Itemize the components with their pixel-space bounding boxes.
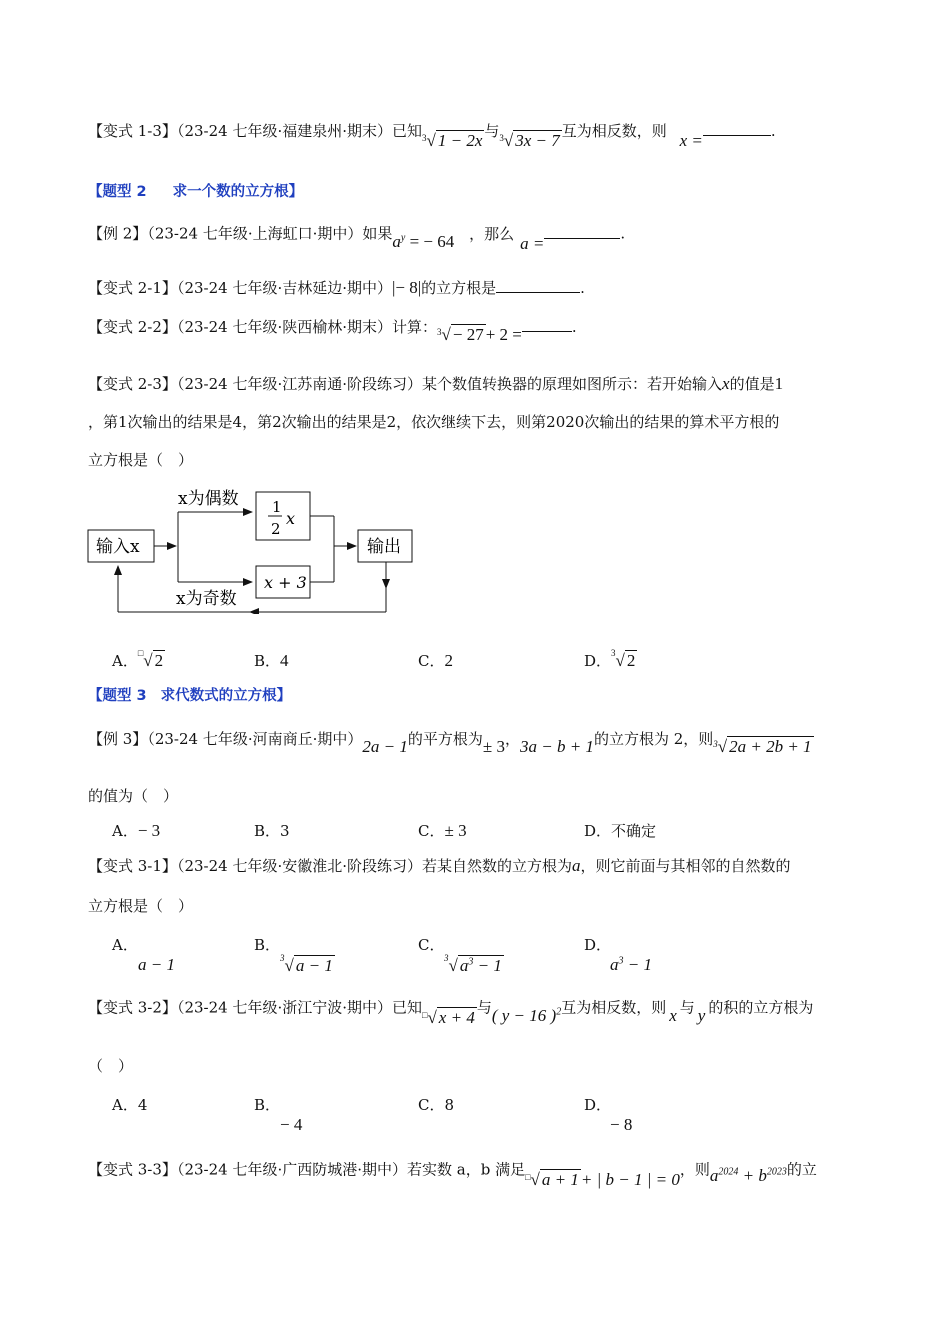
cube-root: $^3$√ 1 − 2x <box>422 131 483 150</box>
answer-blank[interactable] <box>544 224 620 239</box>
question-line: 立方根是（ ） <box>88 897 194 915</box>
output-label: 输出 <box>367 537 401 557</box>
option-d[interactable]: D． − 8 <box>584 1096 633 1134</box>
svg-text:x + 3: x + 3 <box>264 573 307 592</box>
option-c[interactable]: C．2 <box>418 651 453 670</box>
option-b[interactable]: B． $^3$√ a − 1 <box>254 936 333 975</box>
answer-blank[interactable] <box>522 317 572 332</box>
option-b[interactable]: B． − 4 <box>254 1096 303 1134</box>
question-variant-2-3: 【变式 2-3】（23-24 七年级·江苏南通·阶段练习）某个数值转换器的原理如图所示：若开始输入x的值是1 <box>88 374 784 393</box>
source: （23-24 七年级·福建泉州·期末） <box>176 122 392 140</box>
option-a[interactable]: A． a − 1 <box>112 936 175 974</box>
text: 与 <box>484 122 500 140</box>
section-title-3: 【题型 3 求代数式的立方根】 <box>88 688 292 704</box>
option-c[interactable]: C． $^3$√ $a^3 - 1$ <box>418 936 502 975</box>
option-c[interactable]: C．8 <box>418 1096 455 1114</box>
svg-text:2: 2 <box>271 520 281 538</box>
option-a[interactable]: A．− 3 <box>112 821 161 840</box>
input-label: 输入x <box>96 537 140 557</box>
tag: 【变式 1-3】 <box>88 122 177 140</box>
section-title-2: 【题型 2 求一个数的立方根】 <box>88 184 304 200</box>
option-a[interactable]: A．4 <box>112 1096 148 1114</box>
question-variant-2-2: 【变式 2-2】（23-24 七年级·陕西榆林·期末）计算：$^3$√ − 27 + 2 = . <box>88 318 577 344</box>
option-c[interactable]: C．± 3 <box>418 821 467 840</box>
option-d[interactable]: D．$^3$√ 2 <box>584 648 636 670</box>
svg-text:1: 1 <box>272 498 282 516</box>
answer-blank[interactable] <box>703 121 771 136</box>
question-variant-3-3: 【变式 3-3】（23-24 七年级·广西防城港·期中）若实数 a，b 满足□√ a + 1 + | b − 1 | = 0，则$a^{2024} + b^{2023}$的立 <box>88 1160 817 1189</box>
option-b[interactable]: B．4 <box>254 651 289 670</box>
text: 已知 <box>392 122 423 140</box>
text: 互为相反数，则 <box>561 122 667 140</box>
example-3: 【例 3】（23-24 七年级·河南商丘·期中）2a − 1的平方根为± 3，3a − b + 1的立方根为 2，则$^3$√ 2a + 2b + 1 <box>88 730 812 756</box>
odd-label: x为奇数 <box>176 589 237 609</box>
half-box <box>256 492 310 540</box>
example-2: 【例 2】（23-24 七年级·上海虹口·期中）如果$a^y$ = − 64 ，那么 a = . <box>88 224 626 253</box>
question-line: （ ） <box>88 1057 134 1075</box>
option-b[interactable]: B．3 <box>254 822 290 840</box>
question-line: 立方根是（ ） <box>88 451 194 469</box>
cube-root: $^3$√ 3x − 7 <box>499 131 560 150</box>
question-line: ，第1次输出的结果是4，第2次输出的结果是2，依次继续下去，则第2020次输出的结果的算术平方根的 <box>88 413 780 431</box>
option-d[interactable]: D． $a^3 - 1$ <box>584 936 652 974</box>
option-d[interactable]: D．不确定 <box>584 822 657 840</box>
question-line: 的值为（ ） <box>88 787 179 805</box>
option-a[interactable]: A．□√ 2 <box>112 648 164 670</box>
converter-diagram <box>84 484 414 614</box>
question-variant-1-3: 【变式 1-3】（23-24 七年级·福建泉州·期末）已知$^3$√ 1 − 2x 与$^3$√ 3x − 7 互为相反数，则 x = . <box>88 122 776 150</box>
question-variant-2-1: 【变式 2-1】（23-24 七年级·吉林延边·期中）|− 8|的立方根是 . <box>88 278 585 297</box>
question-variant-3-1: 【变式 3-1】（23-24 七年级·安徽淮北·阶段练习）若某自然数的立方根为a，则它前面与其相邻的自然数的 <box>88 856 791 875</box>
svg-text:x: x <box>286 509 296 528</box>
answer-blank[interactable] <box>496 278 580 293</box>
answer-label: x = <box>679 131 703 150</box>
even-label: x为偶数 <box>178 489 239 509</box>
question-variant-3-2: 【变式 3-2】（23-24 七年级·浙江宁波·期中）已知□√ x + 4 与( y − 16 )$^2$互为相反数，则 x 与 y 的积的立方根为 <box>88 998 814 1027</box>
